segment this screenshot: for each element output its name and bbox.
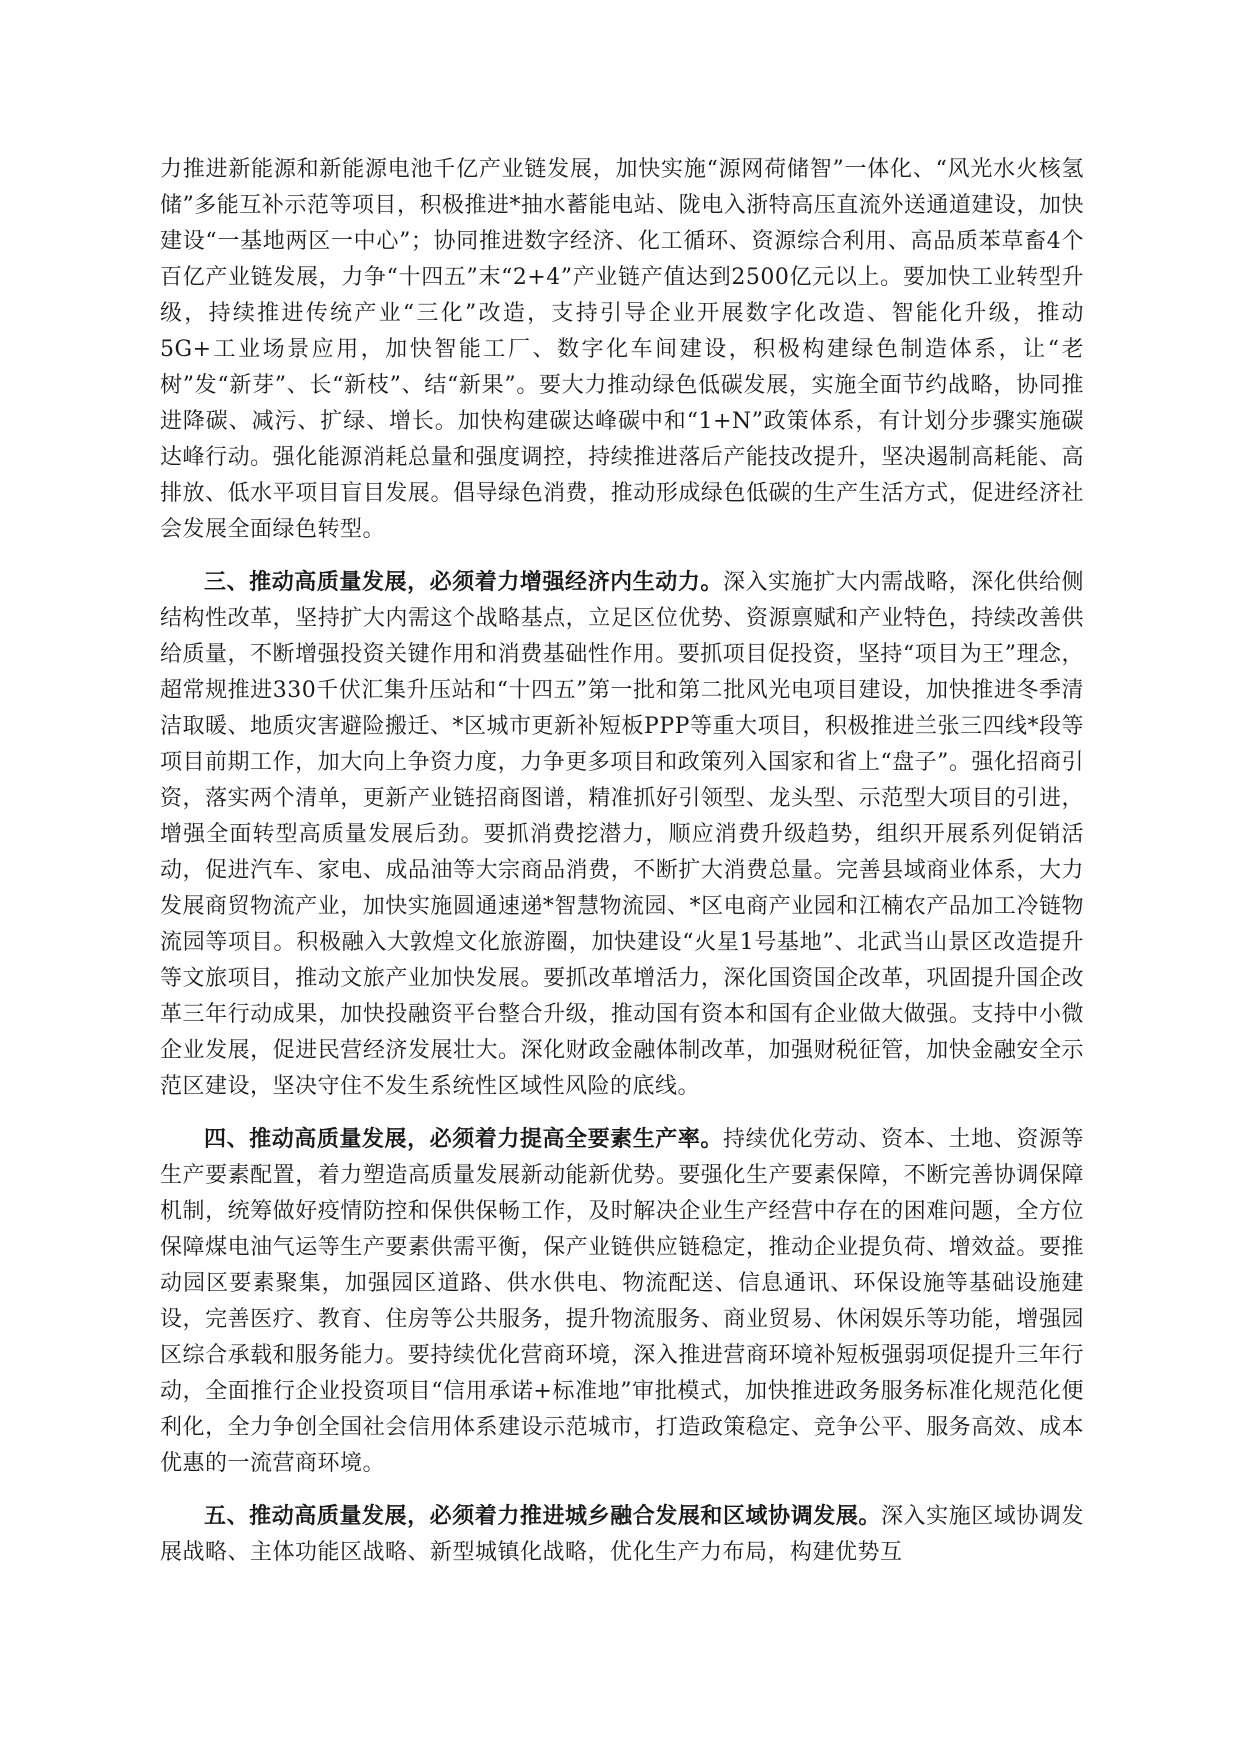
paragraph-section-5 xyxy=(160,1498,1084,1571)
paragraph-body: 深入实施区域协调发展战略、主体功能区战略、新型城镇化战略，优化生产力布局，构建优势互 xyxy=(160,1504,1084,1565)
paragraph-continuation xyxy=(160,152,1084,548)
paragraph-body: 深入实施扩大内需战略，深化供给侧结构性改革，坚持扩大内需这个战略基点，立足区位优势、资源禀赋和产业特色，持续改善供给质量，不断增强投资关键作用和消费基础性作用。要抓项目促投资，坚持“项目为王”理念，超常规推进330千伏汇集升压站和“十四五”第一批和第二批风光电项目建设，加快推进冬季清洁取暖、地质灾害避险搬迁、*区城市更新补短板PPP等重大项目，积极推进兰张三四线*段等项目前期工作，加大向上争资力度，力争更多项目和政策列入国家和省上“盘子”。强化招商引资，落实两个清单，更新产业链招商图谱，精准抓好引领型、龙头型、示范型大项目的引进，增强全面转型高质量发展后劲。要抓消费挖潜力，顺应消费升级趋势，组织开展系列促销活动，促进汽车、家电、成品油等大宗商品消费，不断扩大消费总量。完善县域商业体系，大力发展商贸物流产业，加快实施圆通速递*智慧物流园、*区电商产业园和江楠农产品加工冷链物流园等项目。积极融入大敦煌文化旅游圈，加快建设“火星1号基地”、北武当山景区改造提升等文旅项目，推动文旅产业加快发展。要抓改革增活力，深化国资国企改革，巩固提升国企改革三年行动成果，加快投融资平台整合升级，推动国有资本和国有企业做大做强。支持中小微企业发展，促进民营经济发展壮大。深化财政金融体制改革，加强财税征管，加快金融安全示范区建设，坚决守住不发生系统性区域性风险的底线。 xyxy=(160,570,1084,1099)
paragraph-body: 持续优化劳动、资本、土地、资源等生产要素配置，着力塑造高质量发展新动能新优势。要强化生产要素保障，不断完善协调保障机制，统筹做好疫情防控和保供保畅工作，及时解决企业生产经营中存在的困难问题，全方位保障煤电油气运等生产要素供需平衡，保产业链供应链稳定，推动企业提负荷、增效益。要推动园区要素聚集，加强园区道路、供水供电、物流配送、信息通讯、环保设施等基础设施建设，完善医疗、教育、住房等公共服务，提升物流服务、商业贸易、休闲娱乐等功能，增强园区综合承载和服务能力。要持续优化营商环境，深入推进营商环境补短板强弱项促提升三年行动，全面推行企业投资项目“信用承诺+标准地”审批模式，加快推进政务服务标准化规范化便利化，全力争创全国社会信用体系建设示范城市，打造政策稳定、竞争公平、服务高效、成本优惠的一流营商环境。 xyxy=(160,1127,1084,1476)
paragraph-body: 力推进新能源和新能源电池千亿产业链发展，加快实施“源网荷储智”一体化、“风光水火核氢储”多能互补示范等项目，积极推进*抽水蓄能电站、陇电入浙特高压直流外送通道建设，加快建设“一基地两区一中心”；协同推进数字经济、化工循环、资源综合利用、高品质苯草畜4个百亿产业链发展，力争“十四五”末“2+4”产业链产值达到2500亿元以上。要加快工业转型升级，持续推进传统产业“三化”改造，支持引导企业开展数字化改造、智能化升级，推动5G+工业场景应用，加快智能工厂、数字化车间建设，积极构建绿色制造体系，让“老树”发“新芽”、长“新枝”、结“新果”。要大力推动绿色低碳发展，实施全面节约战略，协同推进降碳、减污、扩绿、增长。加快构建碳达峰碳中和“1+N”政策体系，有计划分步骤实施碳达峰行动。强化能源消耗总量和强度调控，持续推进落后产能技改提升，坚决遏制高耗能、高排放、低水平项目盲目发展。倡导绿色消费，推动形成绿色低碳的生产生活方式，促进经济社会发展全面绿色转型。 xyxy=(160,157,1084,542)
paragraph-section-3 xyxy=(160,564,1084,1105)
section-heading: 三、推动高质量发展，必须着力增强经济内生动力。 xyxy=(204,569,723,595)
document-page xyxy=(160,152,1084,1587)
section-heading: 四、推动高质量发展，必须着力提高全要素生产率。 xyxy=(204,1126,723,1152)
paragraph-section-4 xyxy=(160,1121,1084,1482)
section-heading: 五、推动高质量发展，必须着力推进城乡融合发展和区域协调发展。 xyxy=(204,1503,881,1529)
